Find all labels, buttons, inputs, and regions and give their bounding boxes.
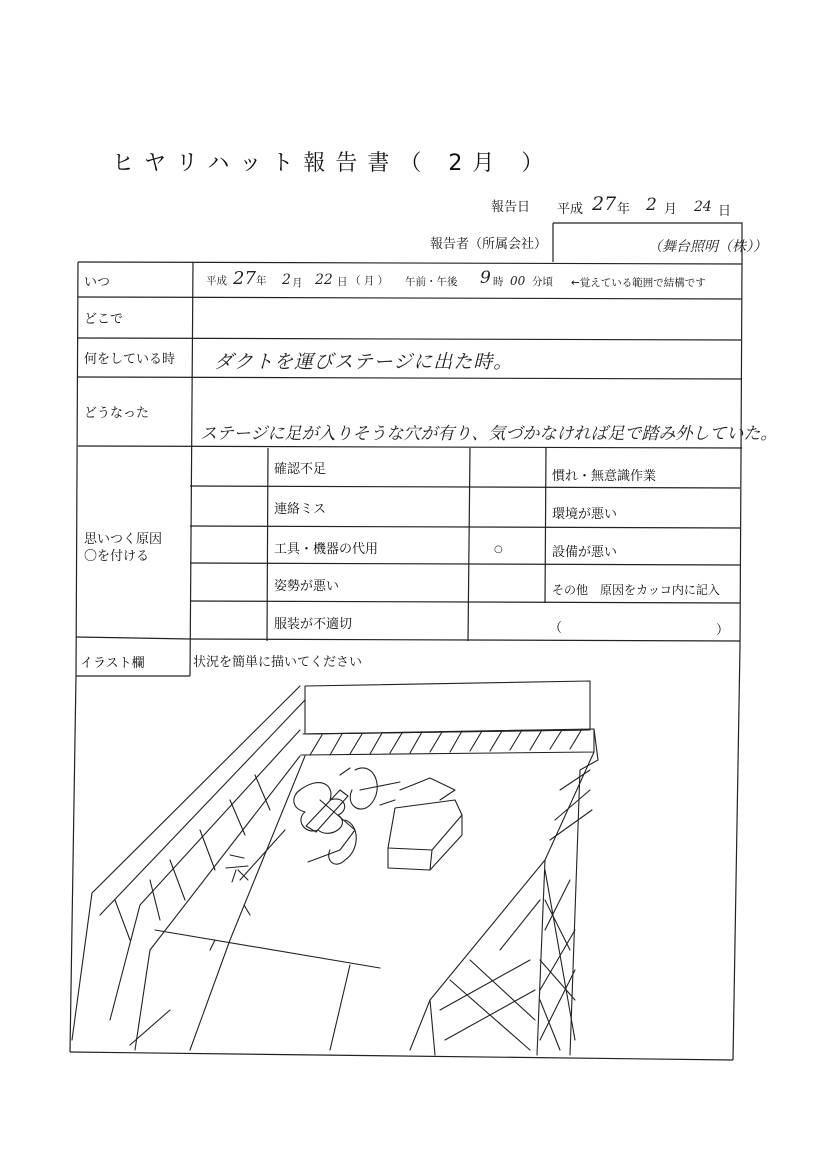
cause-posture: 姿勢が悪い [274, 579, 340, 594]
result-value: ステージに足が入りそうな穴が有り、気づかなければ足で踏み外していた。 [200, 424, 778, 444]
when-label: いつ [84, 275, 111, 290]
page-title: ヒヤリハット報告書（ 2月 ） [112, 151, 554, 176]
cause-equipment: 設備が悪い [552, 545, 618, 560]
report-date-era: 平成 [557, 202, 584, 217]
where-label: どこで [84, 312, 124, 327]
when-year-unit: 年 [256, 275, 267, 287]
when-day: 22 [315, 272, 333, 288]
reporter-label: 報告者（所属会社） [430, 237, 548, 252]
report-date-day-unit: 日 [718, 204, 732, 219]
when-minute: 00 [510, 274, 526, 288]
report-date-month: 2 [646, 195, 657, 215]
reporter-company: （舞台照明（株）） [648, 239, 767, 255]
causes-label-line1: 思いつく原因 [84, 532, 163, 547]
cause-mark: ○ [494, 544, 503, 555]
when-hour-unit: 時 [493, 276, 504, 288]
cause-confirmation: 確認不足 [274, 462, 327, 477]
report-date-month-unit: 月 [664, 202, 678, 217]
report-date-year: 27 [592, 193, 617, 215]
when-ampm: 午前・午後 [405, 276, 458, 288]
when-minute-unit: 分頃 [532, 276, 553, 288]
cause-other: その他 原因をカッコ内に記入 [552, 583, 720, 597]
cause-tool-substitute: 工具・機器の代用 [274, 542, 379, 557]
when-hour: 9 [480, 268, 491, 288]
cause-other-paren-open: （ [549, 621, 563, 636]
cause-environment: 環境が悪い [552, 507, 618, 522]
report-date-label: 報告日 [491, 200, 531, 215]
when-era: 平成 [206, 275, 227, 287]
causes-label-line2: 〇を付ける [84, 549, 150, 564]
doing-label: 何をしている時 [84, 352, 176, 367]
illustration-instruction: 状況を簡単に描いてください [193, 655, 363, 670]
result-label: どうなった [84, 406, 150, 421]
when-weekday: （ 月 ） [350, 275, 389, 287]
cause-habit: 慣れ・無意識作業 [552, 469, 657, 484]
when-year: 27 [233, 268, 256, 289]
when-note: ←覚えている範囲で結構です [571, 277, 706, 289]
cause-clothing: 服装が不適切 [274, 617, 353, 632]
cause-other-paren-close: ） [716, 623, 730, 638]
when-month-unit: 月 [292, 277, 303, 289]
when-day-unit: 日 [337, 276, 348, 288]
illustration-label: イラスト欄 [80, 656, 145, 671]
doing-value: ダクトを運びステージに出た時。 [214, 351, 514, 373]
report-date-day: 24 [694, 199, 712, 215]
cause-communication: 連絡ミス [274, 502, 327, 517]
when-month: 2 [282, 272, 291, 288]
report-date-year-unit: 年 [617, 202, 631, 217]
